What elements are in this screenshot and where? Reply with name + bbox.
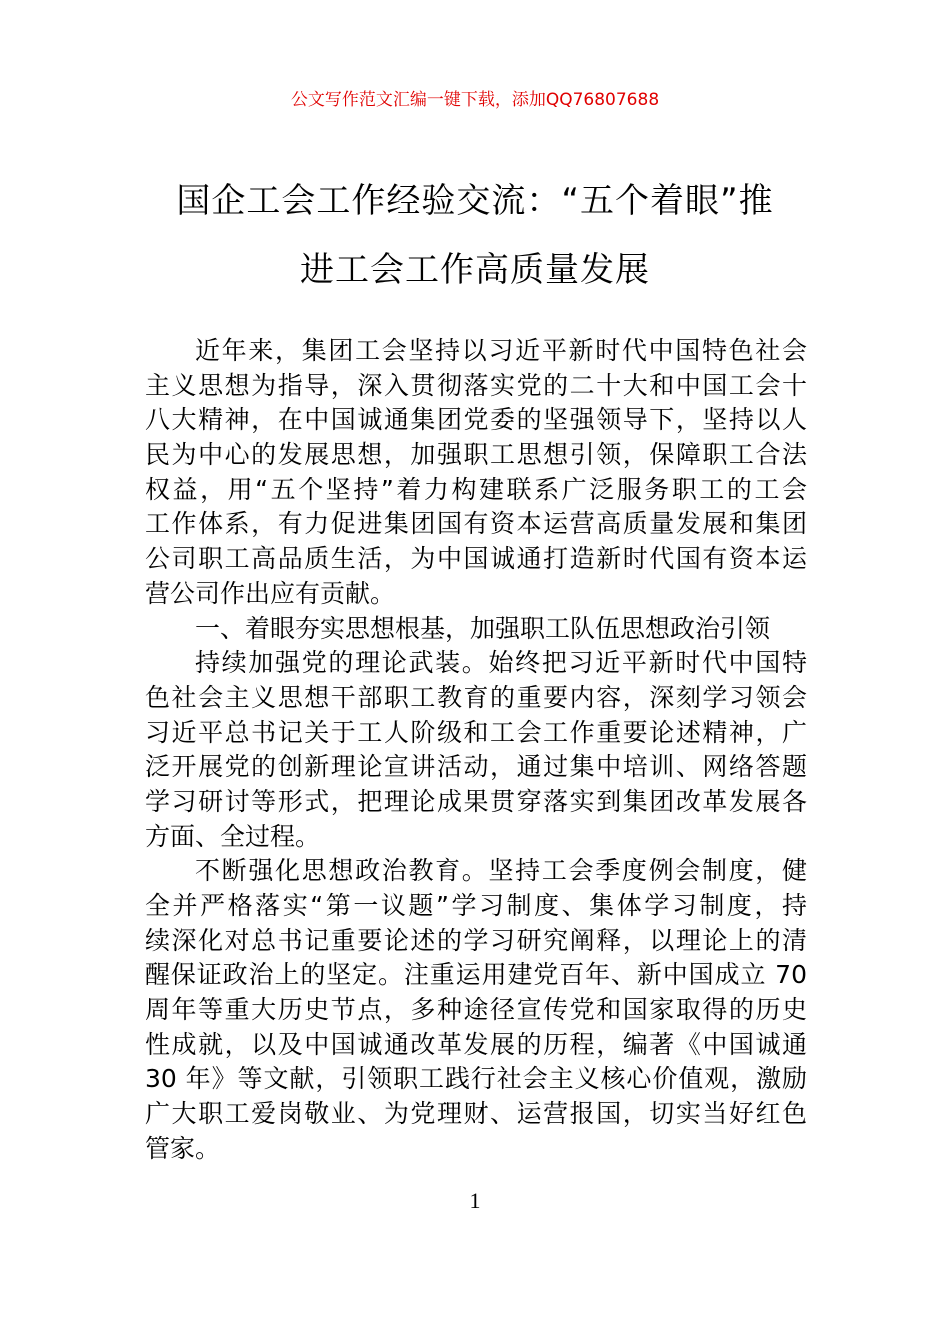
text-line: 醒保证政治上的坚定。注重运用建党百年、新中国成立 70 — [145, 960, 807, 990]
text-line: 学习研讨等形式，把理论成果贯穿落实到集团改革发展各 — [145, 786, 807, 816]
paragraph — [145, 334, 807, 612]
text-line: 习近平总书记关于工人阶级和工会工作重要论述精神，广 — [145, 717, 807, 747]
document-title-line-2: 进工会工作高质量发展 — [300, 250, 650, 290]
document-body — [145, 334, 807, 1167]
text-line: 管家。 — [145, 1133, 221, 1163]
text-line: 不断强化思想政治教育。坚持工会季度例会制度，健 — [195, 856, 807, 886]
text-line: 公司职工高品质生活，为中国诚通打造新时代国有资本运 — [145, 544, 807, 574]
text-line: 近年来，集团工会坚持以习近平新时代中国特色社会 — [195, 336, 807, 365]
text-line: 色社会主义思想干部职工教育的重要内容，深刻学习领会 — [145, 682, 807, 712]
text-line: 八大精神，在中国诚通集团党委的坚强领导下，坚持以人 — [145, 405, 807, 435]
text-line: 30 年》等文献，引领职工践行社会主义核心价值观，激励 — [145, 1064, 807, 1094]
text-line: 周年等重大历史节点，多种途径宣传党和国家取得的历史 — [145, 995, 807, 1025]
document-title-line-1: 国企工会工作经验交流：“五个着眼”推 — [176, 181, 774, 221]
page-number: 1 — [469, 1188, 481, 1213]
text-line: 性成就，以及中国诚通改革发展的历程，编著《中国诚通 — [145, 1029, 807, 1059]
paragraph — [145, 646, 807, 854]
text-line: 民为中心的发展思想，加强职工思想引领，保障职工合法 — [145, 440, 807, 470]
text-line: 主义思想为指导，深入贯彻落实党的二十大和中国工会十 — [145, 370, 807, 400]
watermark-header: 公文写作范文汇编一键下载，添加QQ76807688 — [290, 90, 660, 110]
text-line: 全并严格落实“第一议题”学习制度、集体学习制度，持 — [145, 891, 807, 920]
text-line: 权益，用“五个坚持”着力构建联系广泛服务职工的工会 — [145, 474, 807, 504]
text-line: 续深化对总书记重要论述的学习研究阐释，以理论上的清 — [145, 925, 807, 955]
text-line: 持续加强党的理论武装。始终把习近平新时代中国特 — [195, 648, 807, 678]
section-heading — [145, 612, 807, 647]
paragraph — [145, 854, 807, 1166]
text-line: 泛开展党的创新理论宣讲活动，通过集中培训、网络答题 — [145, 752, 807, 782]
text-line: 方面、全过程。 — [145, 821, 321, 851]
text-line: 工作体系，有力促进集团国有资本运营高质量发展和集团 — [145, 509, 807, 539]
text-line: 广大职工爱岗敬业、为党理财、运营报国，切实当好红色 — [145, 1099, 807, 1129]
text-line: 一、着眼夯实思想根基，加强职工队伍思想政治引领 — [195, 613, 771, 643]
text-line: 营公司作出应有贡献。 — [145, 578, 396, 608]
